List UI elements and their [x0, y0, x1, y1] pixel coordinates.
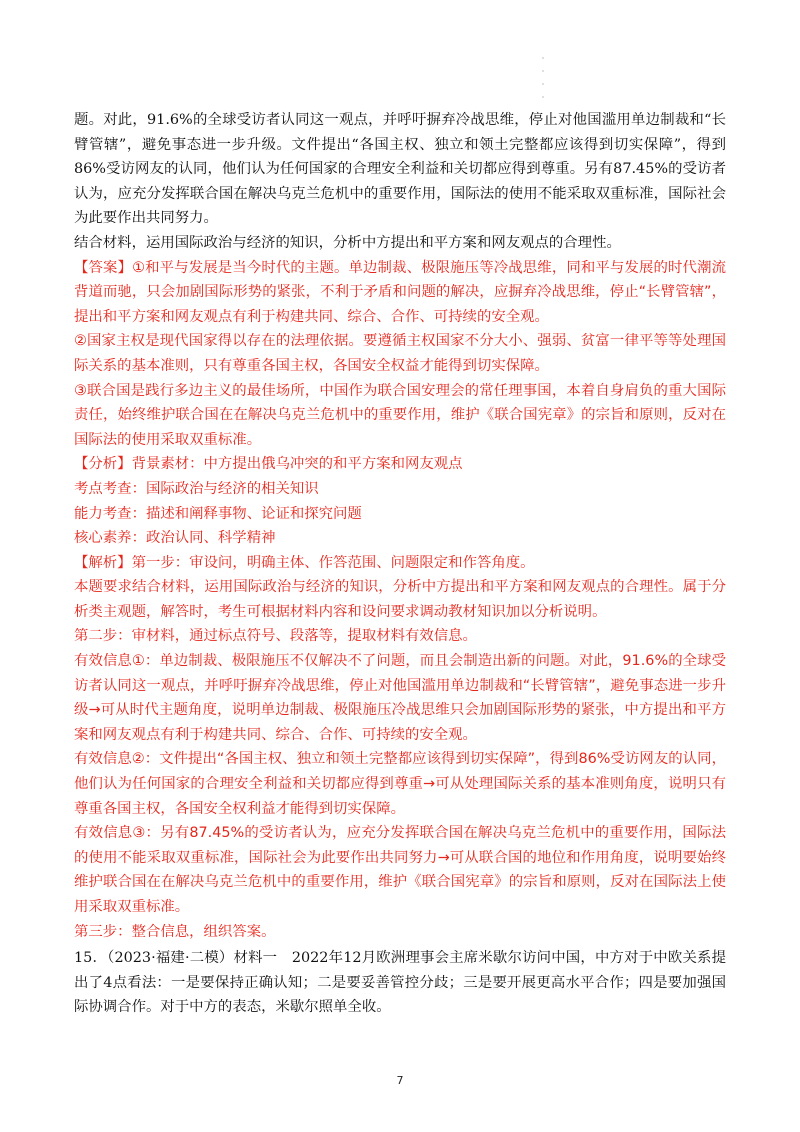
page-content: [74, 108, 726, 1020]
analysis-exam-point: 考点考查：国际政治与经济的相关知识: [74, 480, 319, 497]
explanation-step-2: 第二步：审材料，通过标点符号、段落等，提取材料有效信息。: [74, 628, 477, 645]
page-number: 7: [396, 1074, 404, 1087]
analysis-label: 【分析】: [74, 456, 132, 473]
explanation-step-1-text: 第一步：审设问，明确主体、作答范围、问题限定和作答角度。: [131, 554, 535, 571]
top-marks: · · · ·: [541, 54, 545, 102]
analysis-literacy: 核心素养：政治认同、科学精神: [74, 530, 276, 547]
analysis-ability: 能力考查：描述和阐释事物、论证和探究问题: [74, 505, 362, 522]
question-prompt: 结合材料，运用国际政治与经济的知识，分析中方提出和平方案和网友观点的合理性。: [74, 234, 621, 251]
question-15: 15．（2023·福建·二模）材料一 2022年12月欧洲理事会主席米歇尔访问中国，中方对于中欧关系提出了4点看法：一是要保持正确认知；二是要妥善管控分歧；三是要开展更高水平合作；四是要加强国际协调合作。对于中方的表态，米歇尔照单全收。: [74, 950, 726, 1016]
answer-paragraph-3: ③联合国是践行多边主义的最佳场所，中国作为联合国安理会的常任理事国，本着自身肩负的重大国际责任，始终维护联合国在在解决乌克兰危机中的重要作用，维护《联合国宪章》的宗旨和原则，反对在国际法的使用采取双重标准。: [74, 382, 726, 448]
explanation-label: 【解析】: [74, 554, 132, 571]
explanation-step-1-detail: 本题要求结合材料，运用国际政治与经济的知识，分析中方提出和平方案和网友观点的合理性。属于分析类主观题，解答时，考生可根据材料内容和设问要求调动教材知识加以分析说明。: [74, 579, 726, 620]
effective-info-1: 有效信息①：单边制裁、极限施压不仅解决不了问题，而且会制造出新的问题。对此，91.6%的全球受访者认同这一观点，并呼吁摒弃冷战思维，停止对他国滥用单边制裁和“长臂管辖”，避免事态进一步升级→可从时代主题角度，说明单边制裁、极限施压冷战思维只会加剧国际形势的紧张，中方提出和平方案和网友观点有利于构建共同、综合、合作、可持续的安全观。: [74, 653, 726, 743]
answer-text-1: ①和平与发展是当今时代的主题。单边制裁、极限施压等冷战思维，同和平与发展的时代潮流背道而驰，只会加剧国际形势的紧张，不利于矛盾和问题的解决，应摒弃冷战思维，停止“长臂管辖”，提出和平方案和网友观点有利于构建共同、综合、合作、可持续的安全观。: [74, 259, 726, 325]
explanation-step-1: [74, 551, 726, 576]
effective-info-2: 有效信息②：文件提出“各国主权、独立和领土完整都应该得到切实保障”，得到86%受访网友的认同，他们认为任何国家的合理安全利益和关切都应得到尊重→可从处理国际关系的基本准则角度，说明只有尊重各国主权，各国安全权利益才能得到切实保障。: [74, 751, 726, 817]
answer-paragraph-1: [74, 256, 726, 330]
analysis-background: [74, 452, 726, 477]
material-continuation: 题。对此，91.6%的全球受访者认同这一观点，并呼吁摒弃冷战思维，停止对他国滥用单边制裁和“长臂管辖”，避免事态进一步升级。文件提出“各国主权、独立和领土完整都应该得到切实保障”，得到86%受访网友的认同，他们认为任何国家的合理安全利益和关切都应得到尊重。另有87.45%的受访者认为，应充分发挥联合国在解决乌克兰危机中的重要作用，国际法的使用不能采取双重标准，国际社会为此要作出共同努力。: [74, 112, 726, 227]
effective-info-3: 有效信息③：另有87.45%的受访者认为，应充分发挥联合国在解决乌克兰危机中的重要作用，国际法的使用不能采取双重标准，国际社会为此要作出共同努力→可从联合国的地位和作用角度，说明要始终维护联合国在在解决乌克兰危机中的重要作用，维护《联合国宪章》的宗旨和原则，反对在国际法上使用采取双重标准。: [74, 825, 726, 915]
explanation-step-3: 第三步：整合信息，组织答案。: [74, 923, 276, 940]
answer-label: 【答案】: [74, 259, 133, 276]
analysis-background-text: 背景素材：中方提出俄乌冲突的和平方案和网友观点: [131, 456, 463, 473]
answer-paragraph-2: ②国家主权是现代国家得以存在的法理依据。要遵循主权国家不分大小、强弱、贫富一律平等等处理国际关系的基本准则，只有尊重各国主权，各国安全权益才能得到切实保障。: [74, 333, 726, 374]
